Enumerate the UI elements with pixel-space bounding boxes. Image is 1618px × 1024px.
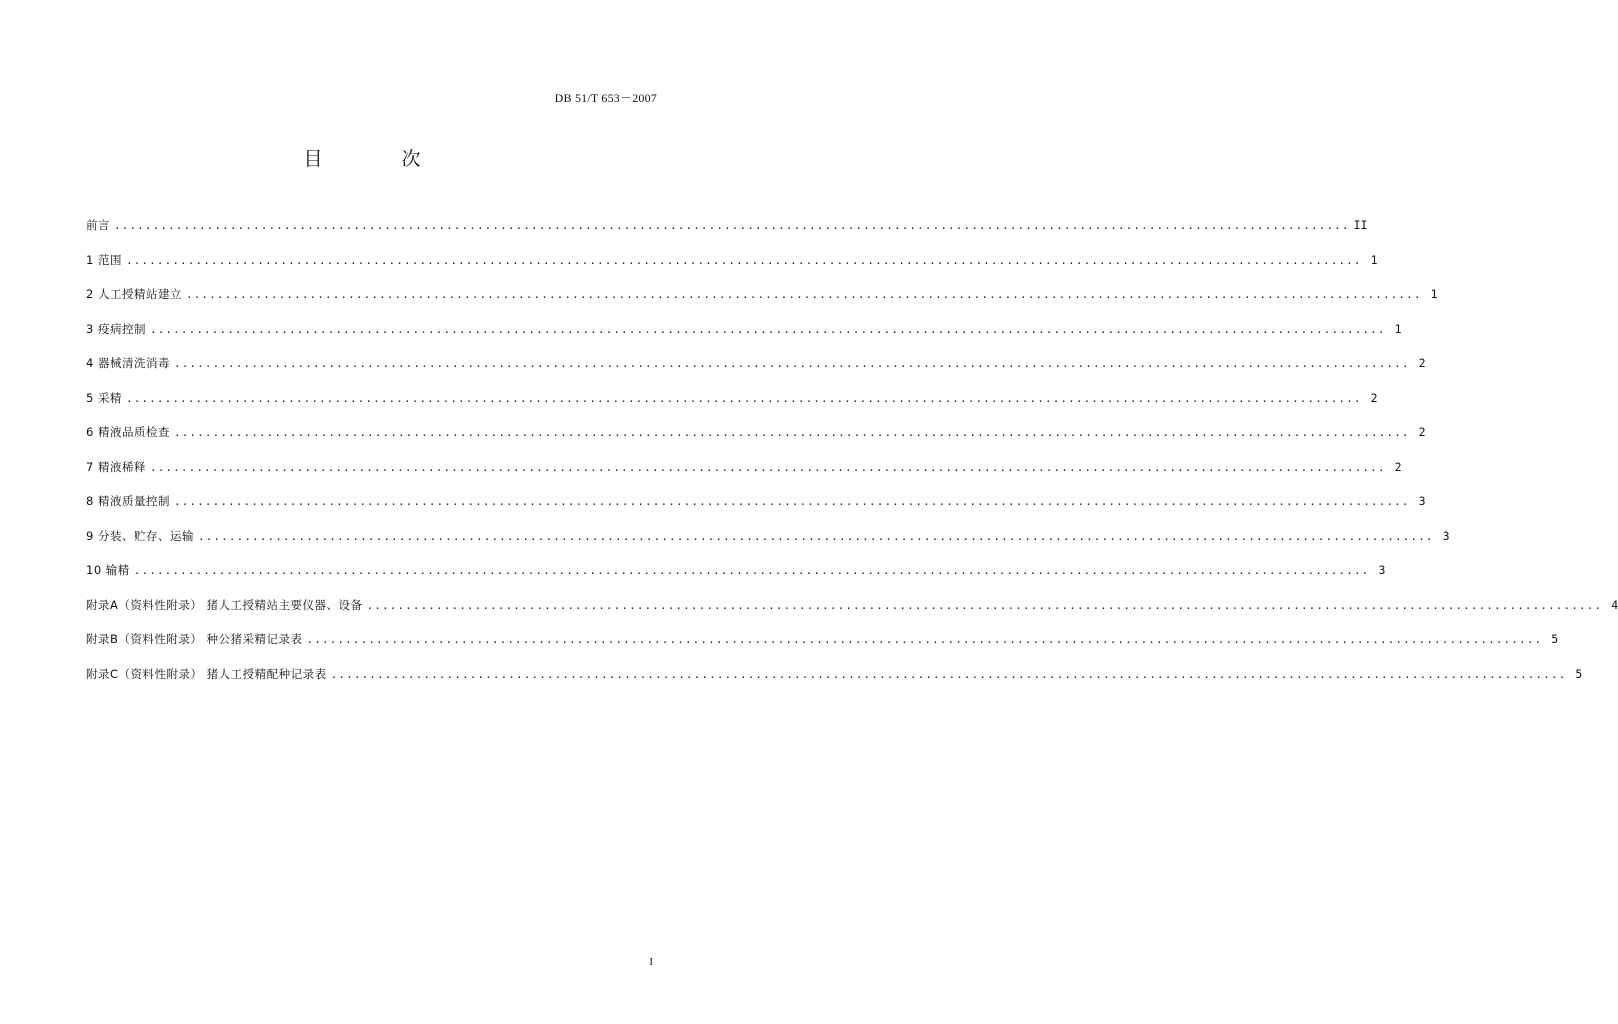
toc-dot-leader: ................................................................................................................................................................ bbox=[133, 564, 1370, 577]
toc-entry-label: 附录A（资料性附录） 猪人工授精站主要仪器、设备 bbox=[86, 597, 363, 612]
toc-entry-label: 4 器械清洗消毒 bbox=[86, 356, 170, 370]
toc-dot-leader: ................................................................................................................................................................ bbox=[185, 288, 1422, 301]
toc-entry-station-setup[interactable] bbox=[86, 277, 1438, 312]
toc-dot-leader: ................................................................................................................................................................ bbox=[366, 598, 1603, 612]
toc-entry-scope[interactable] bbox=[86, 243, 1378, 278]
toc-dot-leader: ................................................................................................................................................................ bbox=[125, 391, 1362, 405]
toc-dot-leader: ................................................................................................................................................................ bbox=[173, 357, 1410, 370]
toc-entry-label: 1 范围 bbox=[86, 252, 122, 267]
toc-entry-insemination[interactable] bbox=[86, 553, 1386, 588]
toc-page-number: 2 bbox=[1418, 356, 1426, 370]
toc-entry-label: 8 精液质量控制 bbox=[86, 494, 170, 508]
toc-page-number: 3 bbox=[1378, 563, 1386, 577]
toc-page-number: 1 bbox=[1394, 321, 1402, 336]
page-number: I bbox=[649, 956, 653, 968]
toc-entry-label: 3 疫病控制 bbox=[86, 321, 146, 336]
toc-page-number: 2 bbox=[1418, 425, 1426, 439]
toc-page-number: 1 bbox=[1370, 252, 1378, 267]
toc-page-number: 4 bbox=[1611, 597, 1618, 612]
toc-page-number: 1 bbox=[1430, 287, 1438, 301]
toc-entry-semen-collection[interactable] bbox=[86, 381, 1378, 416]
toc-page-number: 2 bbox=[1394, 459, 1402, 474]
toc-dot-leader: ................................................................................................................................................................ bbox=[173, 495, 1410, 508]
table-of-contents bbox=[86, 208, 1618, 691]
toc-dot-leader: ................................................................................................................................................................ bbox=[114, 219, 1350, 232]
toc-entry-appendix-b[interactable] bbox=[86, 622, 1559, 657]
toc-page-number: 3 bbox=[1442, 528, 1450, 543]
toc-entry-label: 9 分装、贮存、运输 bbox=[86, 528, 194, 543]
toc-dot-leader: ................................................................................................................................................................ bbox=[306, 633, 1543, 646]
toc-entry-label: 7 精液稀释 bbox=[86, 459, 146, 474]
toc-page-number: 5 bbox=[1551, 632, 1559, 646]
toc-dot-leader: ................................................................................................................................................................ bbox=[125, 253, 1362, 267]
toc-entry-appendix-a[interactable] bbox=[86, 588, 1618, 623]
toc-entry-label: 附录C（资料性附录） 猪人工授精配种记录表 bbox=[86, 666, 327, 681]
toc-entry-packaging-storage-transport[interactable] bbox=[86, 519, 1450, 554]
toc-entry-label: 6 精液品质检查 bbox=[86, 425, 170, 439]
document-code: DB 51/T 653－2007 bbox=[554, 91, 657, 105]
toc-dot-leader: ................................................................................................................................................................ bbox=[149, 460, 1386, 474]
toc-entry-label: 前言 bbox=[86, 218, 110, 232]
toc-entry-equipment-cleaning[interactable] bbox=[86, 346, 1426, 381]
toc-dot-leader: ................................................................................................................................................................ bbox=[197, 529, 1434, 543]
toc-dot-leader: ................................................................................................................................................................ bbox=[149, 322, 1386, 336]
toc-page-number: 2 bbox=[1370, 390, 1378, 405]
toc-entry-disease-control[interactable] bbox=[86, 312, 1402, 347]
toc-page-number: II bbox=[1353, 218, 1368, 232]
toc-entry-label: 附录B（资料性附录） 种公猪采精记录表 bbox=[86, 632, 303, 646]
toc-entry-label: 10 输精 bbox=[86, 563, 130, 577]
toc-entry-label: 2 人工授精站建立 bbox=[86, 287, 182, 301]
toc-entry-appendix-c[interactable] bbox=[86, 657, 1583, 692]
toc-dot-leader: ................................................................................................................................................................ bbox=[173, 426, 1410, 439]
toc-entry-semen-dilution[interactable] bbox=[86, 450, 1402, 485]
toc-entry-label: 5 采精 bbox=[86, 390, 122, 405]
page-title: 目 次 bbox=[303, 148, 451, 170]
toc-entry-semen-quality-check[interactable] bbox=[86, 415, 1426, 450]
toc-entry-semen-quality-control[interactable] bbox=[86, 484, 1426, 519]
toc-page-number: 3 bbox=[1418, 494, 1426, 508]
toc-entry-foreword[interactable] bbox=[86, 208, 1368, 243]
toc-page-number: 5 bbox=[1575, 666, 1583, 681]
toc-dot-leader: ................................................................................................................................................................ bbox=[330, 667, 1567, 681]
